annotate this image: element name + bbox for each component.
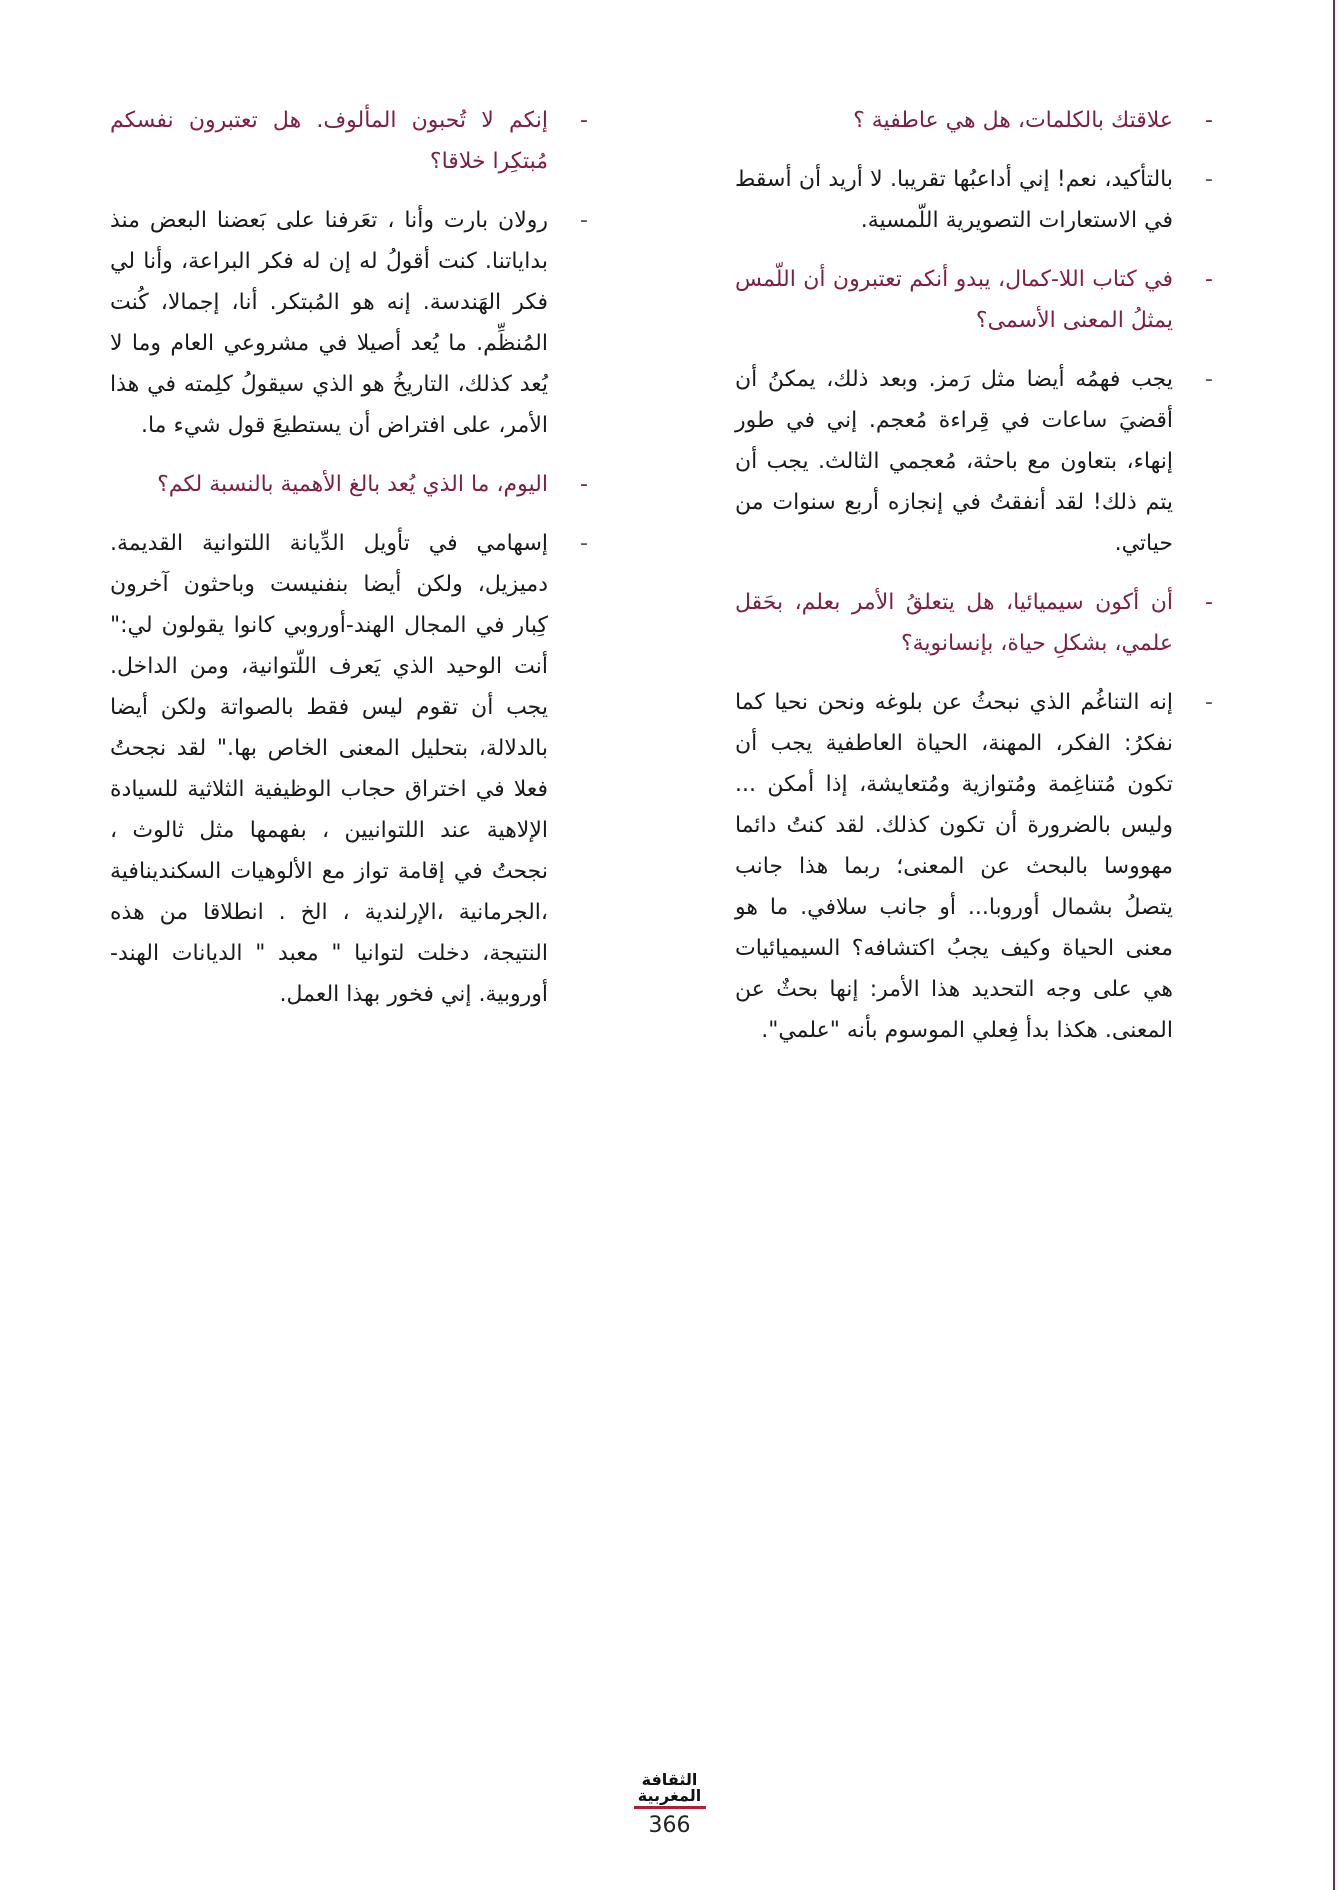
- right-column: [735, 100, 1215, 1620]
- question-text: اليوم، ما الذي يُعد بالغ الأهمية بالنسبة لكم؟: [157, 472, 548, 497]
- question-text: أن أكون سيميائيا، هل يتعلقُ الأمر بعلم، بحَقل علمي، بشكلِ حياة، بإنسانوية؟: [735, 590, 1173, 656]
- question-item: [110, 100, 590, 182]
- left-column: [110, 100, 590, 1620]
- dash-marker: -: [1205, 367, 1213, 392]
- answer-text: بالتأكيد، نعم! إني أداعبُها تقريبا. لا أريد أن أسقط في الاستعارات التصويرية اللّمسية.: [735, 167, 1173, 233]
- answer-text: يجب فهمُه أيضا مثل رَمز. وبعد ذلك، يمكنُ أن أقضيَ ساعات في قِراءة مُعجم. إني في طور إنهاء، بتعاون مع باحثة، مُعجمي الثالث. يجب أن يتم ذلك! لقد أنفقتُ في إنجازه أربع سنوات من حياتي.: [735, 367, 1173, 556]
- answer-item: [735, 359, 1215, 564]
- answer-text: رولان بارت وأنا ، تعَرفنا على بَعضنا البعض منذ بداياتنا. كنت أقولُ له إن له فكر البراعة، وأنا لي فكر الهَندسة. إنه هو المُبتكر. أنا، إجمالا، كُنت المُنظِّم. ما يُعد أصيلا في مشروعي العام وما لا يُعد كذلك، التاريخُ هو الذي سيقولُ كلِمته في هذا الأمر، على افتراض أن يستطيعَ قول شيء ما.: [110, 208, 548, 438]
- dash-marker: -: [1205, 267, 1213, 292]
- question-item: [735, 582, 1215, 664]
- dash-marker: -: [1205, 108, 1213, 133]
- two-column-article: [110, 100, 1215, 1620]
- logo-line1: الثقافة: [641, 1770, 698, 1789]
- page-edge-line: [1333, 0, 1335, 1890]
- dash-marker: -: [580, 108, 588, 133]
- dash-marker: -: [1205, 167, 1213, 192]
- dash-marker: -: [1205, 590, 1213, 615]
- question-item: [735, 100, 1215, 141]
- question-item: [735, 259, 1215, 341]
- dash-marker: -: [580, 531, 588, 556]
- question-item: [110, 464, 590, 505]
- answer-text: إسهامي في تأويل الدِّيانة اللتوانية القديمة. دميزيل، ولكن أيضا بنفنيست وباحثون آخرون كِبار في المجال الهند-أوروبي كانوا يقولون لي:" أنت الوحيد الذي يَعرف اللّتوانية، ومن الداخل. يجب أن تقوم ليس فقط بالصواتة ولكن أيضا بالدلالة، بتحليل المعنى الخاص بها." لقد نجحتُ فعلا في اختراق حجاب الوظيفية الثلاثية للسيادة الإلاهية عند اللتوانيين ، بفهمها مثل ثالوث ، نجحتُ في إقامة تواز مع الألوهيات السكندينافية ،الجرمانية ،الإرلندية ، الخ . انطلاقا من هذه النتيجة، دخلت لتوانيا " معبد " الديانات الهند-أوروبية. إني فخور بهذا العمل.: [110, 531, 548, 1007]
- question-text: علاقتك بالكلمات، هل هي عاطفية ؟: [853, 108, 1173, 133]
- logo-line2: المغربية: [637, 1786, 702, 1805]
- page-footer: [0, 1772, 1339, 1838]
- question-text: إنكم لا تُحبون المألوف. هل تعتبرون نفسكم مُبتكِرا خلاقا؟: [110, 108, 548, 174]
- answer-item: [110, 523, 590, 1015]
- dash-marker: -: [1205, 690, 1213, 715]
- magazine-logo: [634, 1772, 706, 1809]
- dash-marker: -: [580, 472, 588, 497]
- page-number: 366: [648, 1813, 691, 1838]
- question-text: في كتاب اللا-كمال، يبدو أنكم تعتبرون أن اللّمس يمثلُ المعنى الأسمى؟: [735, 267, 1173, 333]
- dash-marker: -: [580, 208, 588, 233]
- answer-text: إنه التناغُم الذي نبحثُ عن بلوغه ونحن نحيا كما نفكرُ: الفكر، المهنة، الحياة العاطفية يجب أن تكون مُتناغِمة ومُتوازية ومُتعايشة، إذا أمكن ... وليس بالضرورة أن تكون كذلك. لقد كنتُ دائما مهووسا بالبحث عن المعنى؛ ربما هذا جانب يتصلُ بشمال أوروبا... أو جانب سلافي. ما هو معنى الحياة وكيف يجبُ اكتشافه؟ السيميائيات هي على وجه التحديد هذا الأمر: إنها بحثٌ عن المعنى. هكذا بدأ فِعلي الموسوم بأنه "علمي".: [735, 690, 1173, 1043]
- answer-item: [735, 682, 1215, 1051]
- answer-item: [735, 159, 1215, 241]
- answer-item: [110, 200, 590, 446]
